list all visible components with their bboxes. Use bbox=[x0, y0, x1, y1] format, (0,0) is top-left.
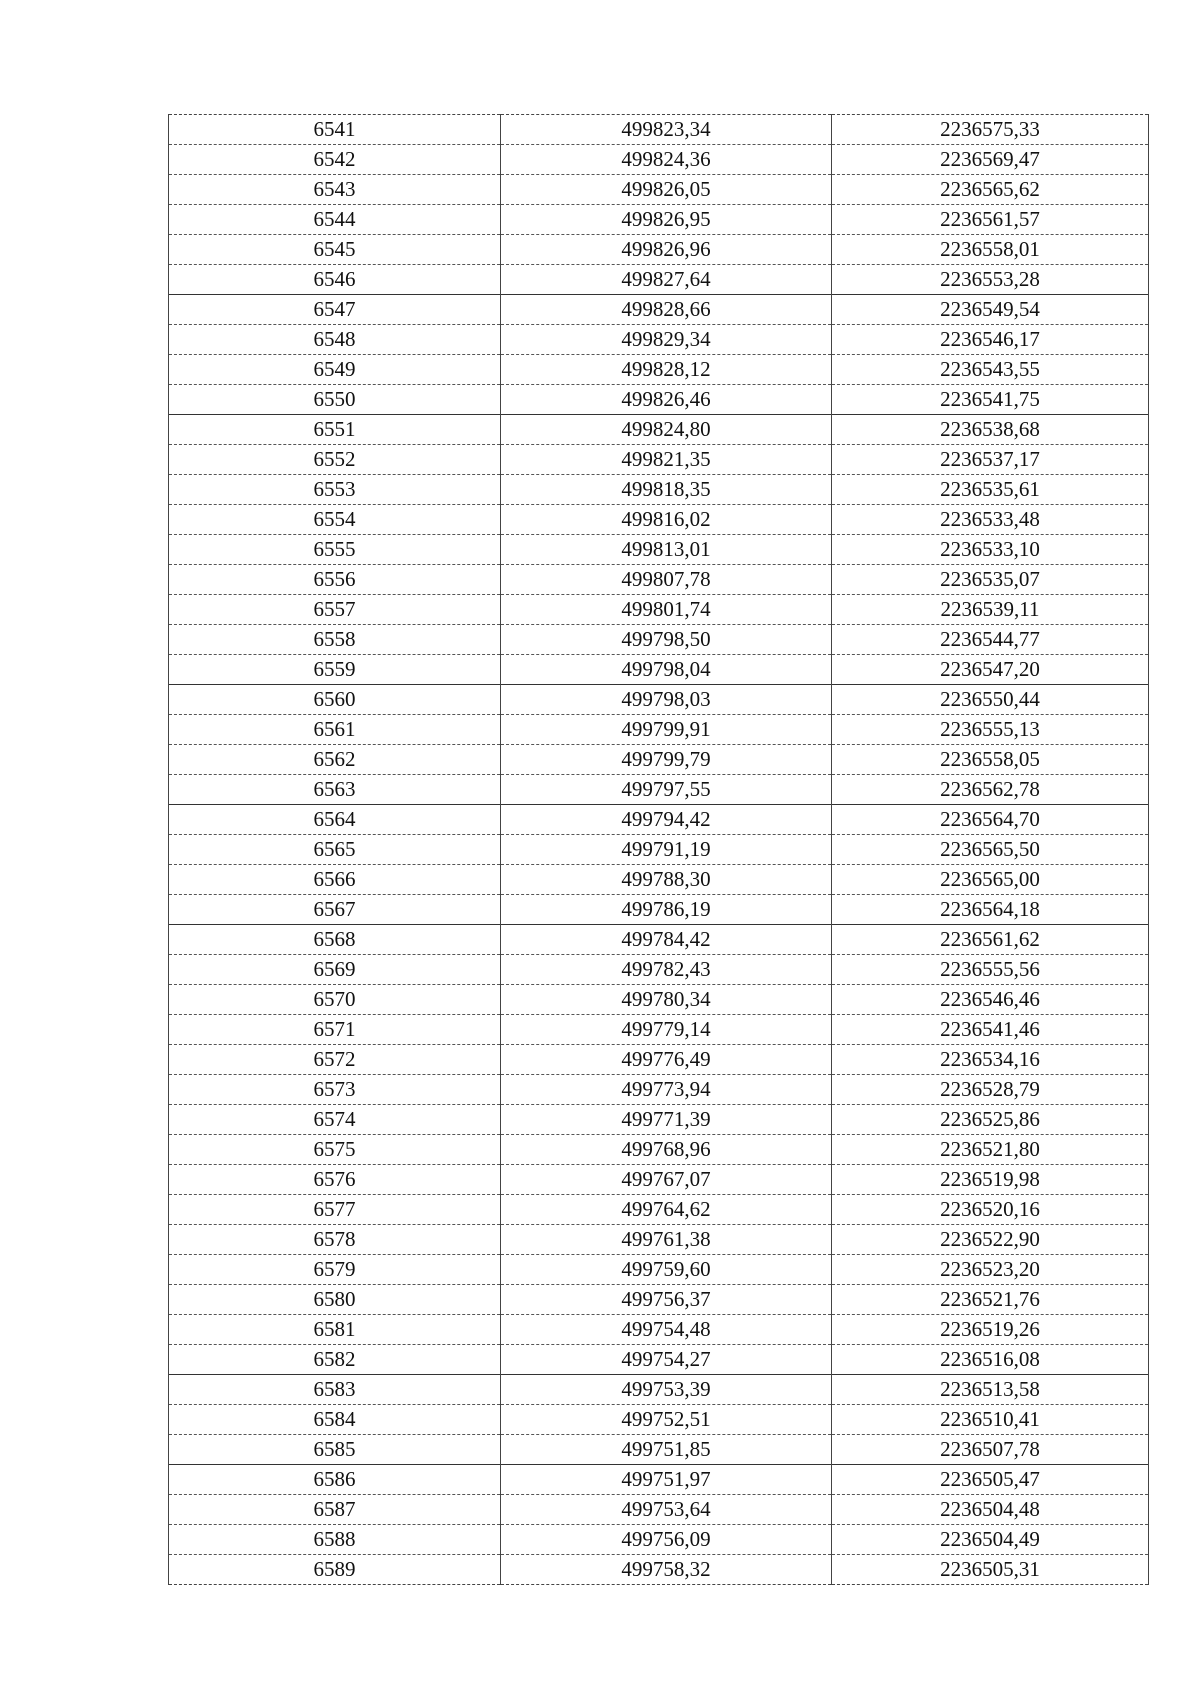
x-coordinate-cell: 499779,14 bbox=[501, 1015, 832, 1045]
point-number-cell: 6565 bbox=[169, 835, 501, 865]
coordinates-table-body bbox=[169, 115, 1149, 1585]
table-row bbox=[169, 1135, 1149, 1165]
table-row bbox=[169, 535, 1149, 565]
table-row bbox=[169, 235, 1149, 265]
y-coordinate-cell: 2236550,44 bbox=[832, 685, 1149, 715]
point-number-cell: 6575 bbox=[169, 1135, 501, 1165]
point-number-cell: 6555 bbox=[169, 535, 501, 565]
table-row bbox=[169, 505, 1149, 535]
point-number-cell: 6567 bbox=[169, 895, 501, 925]
point-number-cell: 6569 bbox=[169, 955, 501, 985]
table-row bbox=[169, 1225, 1149, 1255]
x-coordinate-cell: 499798,03 bbox=[501, 685, 832, 715]
x-coordinate-cell: 499799,91 bbox=[501, 715, 832, 745]
y-coordinate-cell: 2236544,77 bbox=[832, 625, 1149, 655]
y-coordinate-cell: 2236541,75 bbox=[832, 385, 1149, 415]
y-coordinate-cell: 2236541,46 bbox=[832, 1015, 1149, 1045]
point-number-cell: 6559 bbox=[169, 655, 501, 685]
point-number-cell: 6546 bbox=[169, 265, 501, 295]
y-coordinate-cell: 2236533,10 bbox=[832, 535, 1149, 565]
point-number-cell: 6570 bbox=[169, 985, 501, 1015]
x-coordinate-cell: 499753,64 bbox=[501, 1495, 832, 1525]
table-row bbox=[169, 415, 1149, 445]
x-coordinate-cell: 499818,35 bbox=[501, 475, 832, 505]
y-coordinate-cell: 2236528,79 bbox=[832, 1075, 1149, 1105]
table-row bbox=[169, 1435, 1149, 1465]
table-row bbox=[169, 1555, 1149, 1585]
y-coordinate-cell: 2236533,48 bbox=[832, 505, 1149, 535]
x-coordinate-cell: 499788,30 bbox=[501, 865, 832, 895]
point-number-cell: 6560 bbox=[169, 685, 501, 715]
x-coordinate-cell: 499807,78 bbox=[501, 565, 832, 595]
point-number-cell: 6554 bbox=[169, 505, 501, 535]
y-coordinate-cell: 2236562,78 bbox=[832, 775, 1149, 805]
x-coordinate-cell: 499828,66 bbox=[501, 295, 832, 325]
y-coordinate-cell: 2236565,50 bbox=[832, 835, 1149, 865]
x-coordinate-cell: 499828,12 bbox=[501, 355, 832, 385]
table-row bbox=[169, 1255, 1149, 1285]
point-number-cell: 6557 bbox=[169, 595, 501, 625]
y-coordinate-cell: 2236575,33 bbox=[832, 115, 1149, 145]
table-row bbox=[169, 325, 1149, 355]
x-coordinate-cell: 499780,34 bbox=[501, 985, 832, 1015]
x-coordinate-cell: 499826,46 bbox=[501, 385, 832, 415]
y-coordinate-cell: 2236521,76 bbox=[832, 1285, 1149, 1315]
table-row bbox=[169, 175, 1149, 205]
table-row bbox=[169, 955, 1149, 985]
x-coordinate-cell: 499826,95 bbox=[501, 205, 832, 235]
point-number-cell: 6574 bbox=[169, 1105, 501, 1135]
table-row bbox=[169, 1165, 1149, 1195]
x-coordinate-cell: 499782,43 bbox=[501, 955, 832, 985]
point-number-cell: 6576 bbox=[169, 1165, 501, 1195]
x-coordinate-cell: 499823,34 bbox=[501, 115, 832, 145]
table-row bbox=[169, 985, 1149, 1015]
y-coordinate-cell: 2236522,90 bbox=[832, 1225, 1149, 1255]
table-row bbox=[169, 1315, 1149, 1345]
x-coordinate-cell: 499773,94 bbox=[501, 1075, 832, 1105]
y-coordinate-cell: 2236535,07 bbox=[832, 565, 1149, 595]
x-coordinate-cell: 499794,42 bbox=[501, 805, 832, 835]
x-coordinate-cell: 499756,09 bbox=[501, 1525, 832, 1555]
point-number-cell: 6568 bbox=[169, 925, 501, 955]
table-row bbox=[169, 145, 1149, 175]
table-row bbox=[169, 1075, 1149, 1105]
y-coordinate-cell: 2236564,70 bbox=[832, 805, 1149, 835]
point-number-cell: 6585 bbox=[169, 1435, 501, 1465]
y-coordinate-cell: 2236565,62 bbox=[832, 175, 1149, 205]
point-number-cell: 6561 bbox=[169, 715, 501, 745]
x-coordinate-cell: 499767,07 bbox=[501, 1165, 832, 1195]
point-number-cell: 6547 bbox=[169, 295, 501, 325]
x-coordinate-cell: 499798,04 bbox=[501, 655, 832, 685]
y-coordinate-cell: 2236521,80 bbox=[832, 1135, 1149, 1165]
point-number-cell: 6564 bbox=[169, 805, 501, 835]
y-coordinate-cell: 2236504,48 bbox=[832, 1495, 1149, 1525]
y-coordinate-cell: 2236520,16 bbox=[832, 1195, 1149, 1225]
table-row bbox=[169, 1405, 1149, 1435]
y-coordinate-cell: 2236543,55 bbox=[832, 355, 1149, 385]
table-row bbox=[169, 1495, 1149, 1525]
x-coordinate-cell: 499776,49 bbox=[501, 1045, 832, 1075]
y-coordinate-cell: 2236525,86 bbox=[832, 1105, 1149, 1135]
table-row bbox=[169, 895, 1149, 925]
table-row bbox=[169, 115, 1149, 145]
x-coordinate-cell: 499764,62 bbox=[501, 1195, 832, 1225]
table-row bbox=[169, 1195, 1149, 1225]
point-number-cell: 6581 bbox=[169, 1315, 501, 1345]
table-row bbox=[169, 745, 1149, 775]
point-number-cell: 6572 bbox=[169, 1045, 501, 1075]
point-number-cell: 6586 bbox=[169, 1465, 501, 1495]
y-coordinate-cell: 2236546,46 bbox=[832, 985, 1149, 1015]
x-coordinate-cell: 499751,85 bbox=[501, 1435, 832, 1465]
x-coordinate-cell: 499798,50 bbox=[501, 625, 832, 655]
x-coordinate-cell: 499771,39 bbox=[501, 1105, 832, 1135]
point-number-cell: 6558 bbox=[169, 625, 501, 655]
y-coordinate-cell: 2236519,98 bbox=[832, 1165, 1149, 1195]
table-row bbox=[169, 925, 1149, 955]
table-row bbox=[169, 1015, 1149, 1045]
x-coordinate-cell: 499826,96 bbox=[501, 235, 832, 265]
y-coordinate-cell: 2236519,26 bbox=[832, 1315, 1149, 1345]
x-coordinate-cell: 499758,32 bbox=[501, 1555, 832, 1585]
x-coordinate-cell: 499761,38 bbox=[501, 1225, 832, 1255]
y-coordinate-cell: 2236523,20 bbox=[832, 1255, 1149, 1285]
point-number-cell: 6553 bbox=[169, 475, 501, 505]
point-number-cell: 6545 bbox=[169, 235, 501, 265]
point-number-cell: 6566 bbox=[169, 865, 501, 895]
x-coordinate-cell: 499786,19 bbox=[501, 895, 832, 925]
x-coordinate-cell: 499829,34 bbox=[501, 325, 832, 355]
y-coordinate-cell: 2236549,54 bbox=[832, 295, 1149, 325]
point-number-cell: 6556 bbox=[169, 565, 501, 595]
y-coordinate-cell: 2236555,56 bbox=[832, 955, 1149, 985]
y-coordinate-cell: 2236569,47 bbox=[832, 145, 1149, 175]
y-coordinate-cell: 2236513,58 bbox=[832, 1375, 1149, 1405]
y-coordinate-cell: 2236553,28 bbox=[832, 265, 1149, 295]
point-number-cell: 6548 bbox=[169, 325, 501, 355]
y-coordinate-cell: 2236535,61 bbox=[832, 475, 1149, 505]
x-coordinate-cell: 499751,97 bbox=[501, 1465, 832, 1495]
y-coordinate-cell: 2236547,20 bbox=[832, 655, 1149, 685]
point-number-cell: 6549 bbox=[169, 355, 501, 385]
point-number-cell: 6583 bbox=[169, 1375, 501, 1405]
y-coordinate-cell: 2236510,41 bbox=[832, 1405, 1149, 1435]
point-number-cell: 6563 bbox=[169, 775, 501, 805]
y-coordinate-cell: 2236558,01 bbox=[832, 235, 1149, 265]
y-coordinate-cell: 2236546,17 bbox=[832, 325, 1149, 355]
table-row bbox=[169, 835, 1149, 865]
point-number-cell: 6562 bbox=[169, 745, 501, 775]
x-coordinate-cell: 499824,36 bbox=[501, 145, 832, 175]
x-coordinate-cell: 499824,80 bbox=[501, 415, 832, 445]
table-row bbox=[169, 1285, 1149, 1315]
y-coordinate-cell: 2236561,57 bbox=[832, 205, 1149, 235]
table-row bbox=[169, 205, 1149, 235]
y-coordinate-cell: 2236516,08 bbox=[832, 1345, 1149, 1375]
point-number-cell: 6587 bbox=[169, 1495, 501, 1525]
x-coordinate-cell: 499759,60 bbox=[501, 1255, 832, 1285]
point-number-cell: 6578 bbox=[169, 1225, 501, 1255]
table-row bbox=[169, 1105, 1149, 1135]
point-number-cell: 6588 bbox=[169, 1525, 501, 1555]
table-row bbox=[169, 625, 1149, 655]
y-coordinate-cell: 2236538,68 bbox=[832, 415, 1149, 445]
y-coordinate-cell: 2236505,47 bbox=[832, 1465, 1149, 1495]
x-coordinate-cell: 499756,37 bbox=[501, 1285, 832, 1315]
point-number-cell: 6584 bbox=[169, 1405, 501, 1435]
table-row bbox=[169, 595, 1149, 625]
y-coordinate-cell: 2236539,11 bbox=[832, 595, 1149, 625]
y-coordinate-cell: 2236505,31 bbox=[832, 1555, 1149, 1585]
table-row bbox=[169, 865, 1149, 895]
x-coordinate-cell: 499813,01 bbox=[501, 535, 832, 565]
x-coordinate-cell: 499752,51 bbox=[501, 1405, 832, 1435]
table-row bbox=[169, 565, 1149, 595]
point-number-cell: 6542 bbox=[169, 145, 501, 175]
x-coordinate-cell: 499753,39 bbox=[501, 1375, 832, 1405]
y-coordinate-cell: 2236564,18 bbox=[832, 895, 1149, 925]
table-row bbox=[169, 385, 1149, 415]
table-row bbox=[169, 775, 1149, 805]
y-coordinate-cell: 2236565,00 bbox=[832, 865, 1149, 895]
table-row bbox=[169, 1465, 1149, 1495]
point-number-cell: 6580 bbox=[169, 1285, 501, 1315]
x-coordinate-cell: 499827,64 bbox=[501, 265, 832, 295]
x-coordinate-cell: 499799,79 bbox=[501, 745, 832, 775]
x-coordinate-cell: 499797,55 bbox=[501, 775, 832, 805]
point-number-cell: 6589 bbox=[169, 1555, 501, 1585]
y-coordinate-cell: 2236507,78 bbox=[832, 1435, 1149, 1465]
table-row bbox=[169, 1375, 1149, 1405]
point-number-cell: 6541 bbox=[169, 115, 501, 145]
x-coordinate-cell: 499826,05 bbox=[501, 175, 832, 205]
y-coordinate-cell: 2236561,62 bbox=[832, 925, 1149, 955]
x-coordinate-cell: 499791,19 bbox=[501, 835, 832, 865]
point-number-cell: 6579 bbox=[169, 1255, 501, 1285]
table-row bbox=[169, 1345, 1149, 1375]
table-row bbox=[169, 265, 1149, 295]
table-row bbox=[169, 355, 1149, 385]
point-number-cell: 6551 bbox=[169, 415, 501, 445]
table-row bbox=[169, 1045, 1149, 1075]
y-coordinate-cell: 2236504,49 bbox=[832, 1525, 1149, 1555]
table-row bbox=[169, 715, 1149, 745]
x-coordinate-cell: 499784,42 bbox=[501, 925, 832, 955]
table-row bbox=[169, 1525, 1149, 1555]
point-number-cell: 6582 bbox=[169, 1345, 501, 1375]
y-coordinate-cell: 2236555,13 bbox=[832, 715, 1149, 745]
point-number-cell: 6543 bbox=[169, 175, 501, 205]
x-coordinate-cell: 499754,27 bbox=[501, 1345, 832, 1375]
y-coordinate-cell: 2236534,16 bbox=[832, 1045, 1149, 1075]
table-row bbox=[169, 655, 1149, 685]
table-row bbox=[169, 805, 1149, 835]
y-coordinate-cell: 2236558,05 bbox=[832, 745, 1149, 775]
table-row bbox=[169, 445, 1149, 475]
table-row bbox=[169, 685, 1149, 715]
x-coordinate-cell: 499801,74 bbox=[501, 595, 832, 625]
point-number-cell: 6577 bbox=[169, 1195, 501, 1225]
x-coordinate-cell: 499754,48 bbox=[501, 1315, 832, 1345]
x-coordinate-cell: 499821,35 bbox=[501, 445, 832, 475]
table-row bbox=[169, 475, 1149, 505]
table-row bbox=[169, 295, 1149, 325]
coordinates-table bbox=[168, 114, 1149, 1585]
point-number-cell: 6544 bbox=[169, 205, 501, 235]
x-coordinate-cell: 499816,02 bbox=[501, 505, 832, 535]
point-number-cell: 6550 bbox=[169, 385, 501, 415]
x-coordinate-cell: 499768,96 bbox=[501, 1135, 832, 1165]
point-number-cell: 6571 bbox=[169, 1015, 501, 1045]
point-number-cell: 6573 bbox=[169, 1075, 501, 1105]
y-coordinate-cell: 2236537,17 bbox=[832, 445, 1149, 475]
point-number-cell: 6552 bbox=[169, 445, 501, 475]
